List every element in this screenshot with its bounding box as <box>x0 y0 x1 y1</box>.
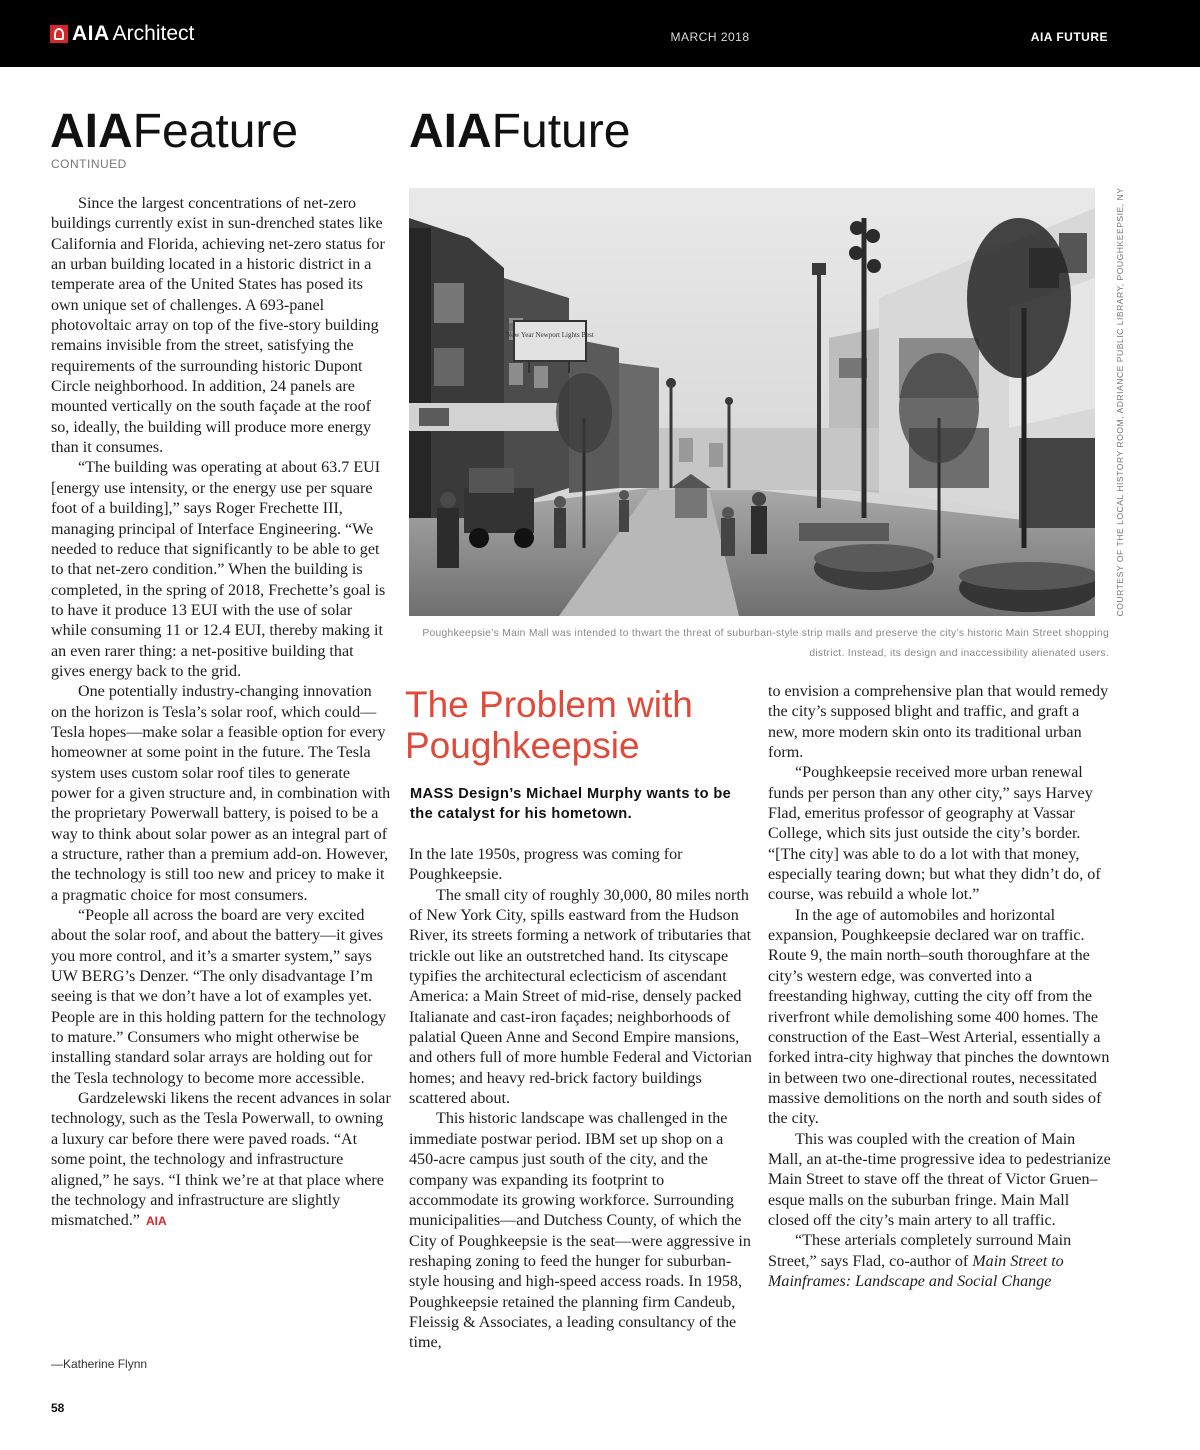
article-paragraph: “Poughkeepsie received more urban renewal funds per person than any other city,” says Harvey Flad, emeritus professor of geography at Vassar College, which sits just outside the city’s border. “[The city] was able to do a lot with that money, especially tearing down; but what they didn’t do, of course, was rebuild a whole lot.” <box>768 764 1101 904</box>
issue-date: MARCH 2018 <box>670 30 750 44</box>
article-paragraph: This historic landscape was challenged in the immediate postwar period. IBM set up shop on a 450-acre campus just south of the city, and the company was expanding its footprint to accommodate its growing workforce. Surrounding municipalities—and Dutchess County, of which the City of Poughkeepsie is the seat—were aggressive in reshaping zoning to feed the hunger for suburban-style housing and high-speed access roads. In 1958, Poughkeepsie retained the planning firm Candeub, Fleissig & Associates, a leading consultancy of the time, <box>409 1110 751 1352</box>
main-mall-photo-illustration <box>409 188 1095 616</box>
article-paragraph: The small city of roughly 30,000, 80 miles north of New York City, spills eastward from the Hudson River, its streets forming a network of tributaries that trickle out like an outstretched hand. Its cityscape typifies the architectural eclecticism of ascendant America: a Main Street of mid-rise, densely packed Italianate and cast-iron façades; neighborhoods of palatial Queen Anne and Second Empire mansions, and others full of more humble Federal and Victorian homes; and heavy red-brick factory buildings scattered about. <box>409 886 752 1108</box>
feature-paragraph: One potentially industry-changing innovation on the horizon is Tesla’s solar roof, which could—Tesla hopes—make solar a feasible option for every homeowner at some point in the future. The Tesla system uses custom solar roof tiles to generate power for a given structure and, in combination with the proprietary Powerwall battery, is poised to be a way to think about solar power as an integral part of a structure, rather than a premium add-on. However, the technology is still too new and pricey to make it a pragmatic choice for most consumers. <box>51 683 391 904</box>
continued-label: CONTINUED <box>51 157 127 171</box>
article-paragraph: This was coupled with the creation of Main Mall, an at-the-time progressive idea to pedestrianize Main Street to stave off the threat of Victor Gruen–esque malls on the suburban fringe. Main Mall closed off the city’s main artery to all traffic. <box>768 1130 1111 1229</box>
article-paragraph: In the late 1950s, progress was coming for Poughkeepsie. <box>409 846 683 884</box>
section-tag: AIA FUTURE <box>1030 30 1108 44</box>
photo-credit-wrap <box>1113 188 1127 616</box>
feature-paragraph-last <box>51 1089 391 1231</box>
article-paragraph: In the age of automobiles and horizontal expansion, Poughkeepsie declared war on traffic. Route 9, the main north–south thoroughfare at the city’s western edge, was converted into a freestanding highway, cutting the city off from the riverfront while demolishing some 400 homes. The construction of the East–West Arterial, essentially a forked intra-city highway that pinches the downtown in between two one-directional routes, necessitated massive demolitions on the north and south sides of the city. <box>768 906 1110 1128</box>
aia-end-mark: AIA <box>145 1214 167 1229</box>
feature-heading-rest: Feature <box>132 105 299 158</box>
article-paragraph-last <box>768 1231 1113 1292</box>
feature-paragraph: “The building was operating at about 63.7 EUI [energy use intensity, or the energy use per square foot of a building],” says Roger Frechette III, managing principal of Interface Engineering. “We needed to reduce that significantly to be able to get to that net-zero condition.” When the building is completed, in the spring of 2018, Frechette’s goal is to have it produce 13 EUI with the use of solar while consuming 11 or 12.4 EUI, thereby making it an even rarer thing: a net-positive building that gives energy back to the grid. <box>51 459 386 680</box>
article-paragraph-text: “These arterials completely surround Main Street,” says Flad, co-author of <box>768 1232 1072 1270</box>
future-heading-rest: Future <box>491 105 631 158</box>
future-heading <box>409 104 630 160</box>
feature-paragraph-text: Gardzelewski likens the recent advances in solar technology, such as the Tesla Powerwall, to owning a luxury car before there were paved roads. “At some point, the technology and infrastructure aligned,” he says. “I think we’re at that place where the technology and infrastructure are slightly mismatched.” <box>51 1090 391 1230</box>
photo-credit: COURTESY OF THE LOCAL HISTORY ROOM, ADRIANCE PUBLIC LIBRARY, POUGHKEEPSIE, NY <box>1115 187 1125 617</box>
future-heading-bold: AIA <box>409 105 492 158</box>
masthead-bar <box>0 0 1200 67</box>
book-title: Main Street to Mainframes: Landscape and Social Change <box>768 1252 1064 1290</box>
brand-aia: AIA <box>72 22 110 45</box>
page-number: 58 <box>51 1401 65 1415</box>
feature-paragraph: Since the largest concentrations of net-zero buildings currently exist in sun-drenched states like California and Florida, achieving net-zero status for an urban building located in a historic district in a temperate area of the United States has posed its own unique set of challenges. A 693-panel photovoltaic array on top of the five-story building remains invisible from the street, satisfying the requirements of the surrounding historic Dupont Circle neighborhood. In addition, 24 panels are mounted vertically on the south façade at the roof so, ideally, the building will produce more energy than it consumes. <box>51 195 385 457</box>
main-mall-photo <box>409 188 1095 616</box>
billboard-text: New Year Newport Lights Best <box>506 331 594 339</box>
article-paragraph: to envision a comprehensive plan that would remedy the city’s supposed blight and traffic, and graft a new, more modern skin onto its traditional urban form. <box>768 683 1109 762</box>
photo-caption: Poughkeepsie’s Main Mall was intended to thwart the threat of suburban-style strip malls and preserve the city’s historic Main Street shopping district. Instead, its design and inaccessibility alienated users. <box>422 628 1109 659</box>
byline: —Katherine Flynn <box>51 1357 148 1371</box>
feature-heading-bold: AIA <box>50 105 133 158</box>
feature-continued-column <box>51 194 391 1232</box>
article-column-right <box>768 682 1113 1292</box>
article-column-middle <box>409 845 754 1354</box>
article-title: The Problem with Poughkeepsie <box>405 684 693 766</box>
feature-paragraph: “People all across the board are very excited about the solar roof, and about the battery—it gives you more control, and it’s a smarter system,” says UW BERG’s Denzer. “The only disadvantage I’m seeing is that we don’t have a lot of examples yet. People are in this holding pattern for the technology to mature.” Consumers who might otherwise be installing standard solar arrays are holding out for the Tesla technology to become more accessible. <box>51 907 387 1087</box>
article-deck: MASS Design’s Michael Murphy wants to be the catalyst for his hometown. <box>410 786 732 822</box>
brand-architect: Architect <box>112 22 195 45</box>
feature-heading <box>50 104 298 160</box>
